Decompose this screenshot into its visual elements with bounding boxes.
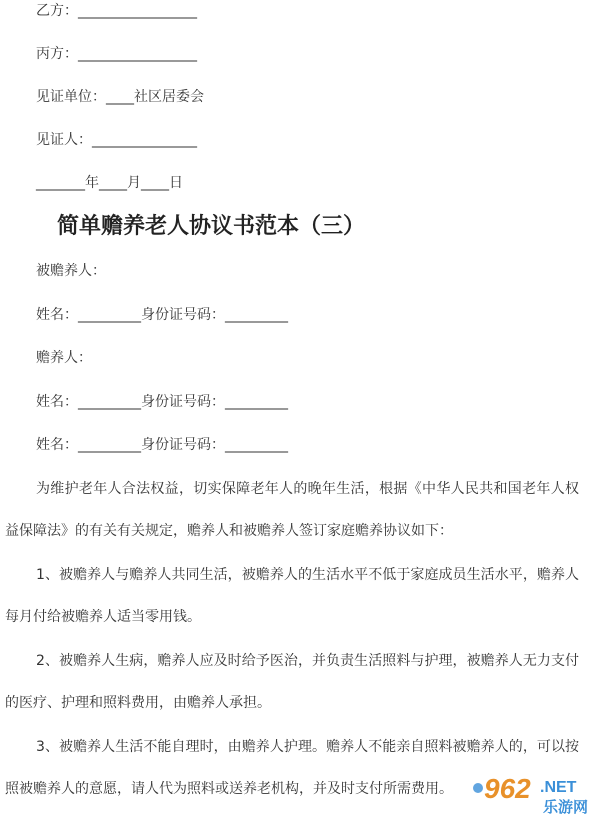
supporter-label: 赡养人：	[36, 350, 92, 366]
supported-person-name-row: 姓名：_________身份证号码：_________	[36, 307, 288, 323]
witness-field: 见证人：_______________	[36, 132, 197, 148]
clause-paragraph: 3、被赡养人生活不能自理时，由赡养人护理。赡养人不能亲自照料被赡养人的，可以按照被赡养人的意愿，请人代为照料或送养老机构，并及时支付所需费用。	[5, 739, 579, 797]
supported-person-label: 被赡养人：	[36, 263, 106, 279]
witness-unit-field: 见证单位：____社区居委会	[36, 89, 204, 105]
clause-paragraph: 2、被赡养人生病，赡养人应及时给予医治，并负责生活照料与护理，被赡养人无力支付的医疗、护理和照料费用，由赡养人承担。	[5, 653, 579, 711]
date-field: _______年____月____日	[36, 175, 183, 191]
intro-paragraph: 为维护老年人合法权益，切实保障老年人的晚年生活，根据《中华人民共和国老年人权益保障法》的有关有关规定，赡养人和被赡养人签订家庭赡养协议如下：	[5, 481, 579, 539]
section-title: 简单赡养老人协议书范本（三）	[57, 214, 366, 239]
party-c-field: 丙方：_________________	[36, 46, 197, 62]
supporter-name-row: 姓名：_________身份证号码：_________	[36, 437, 288, 453]
site-watermark	[470, 770, 595, 816]
clause-paragraph: 1、被赡养人与赡养人共同生活，被赡养人的生活水平不低于家庭成员生活水平，赡养人每月付给被赡养人适当零用钱。	[5, 567, 579, 625]
watermark-number: 962	[484, 773, 531, 804]
party-b-field: 乙方：_________________	[36, 3, 197, 19]
watermark-site-name: 乐游网	[543, 798, 589, 816]
supporter-name-row: 姓名：_________身份证号码：_________	[36, 394, 288, 410]
watermark-suffix: .NET	[540, 779, 577, 796]
site-logo-icon	[470, 770, 595, 816]
